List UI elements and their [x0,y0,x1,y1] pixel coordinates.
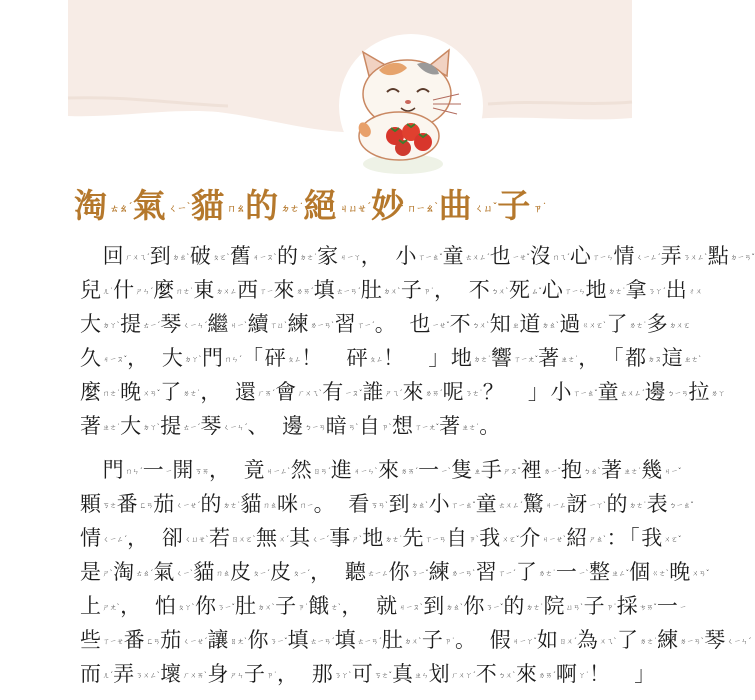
story-line: 上ㄕㄤˋ， 怕ㄆㄚˋ你ㄋㄧˇ肚ㄉㄨˋ子ㄗ˙餓ㄜˋ， 就ㄐㄧㄡˋ到ㄉㄠˋ你ㄋㄧˇ的ㄉㄜ˙院ㄩㄢˋ子ㄗ˙採ㄘㄞˇ一ㄧ [80,594,687,618]
story-line: 久ㄐㄧㄡˇ， 大ㄉㄚˋ門ㄇㄣˊ「砰ㄆㄥ！ 砰ㄆㄥ！ 」地ㄉㄜ˙響ㄒㄧㄤˇ著ㄓㄜ˙， 「都ㄉㄡ這ㄓㄜˋ [80,346,702,370]
story-line: 麼ㄇㄜ˙晚ㄨㄢˇ了ㄌㄜ˙， 還ㄏㄞˊ會ㄏㄨㄟˋ有ㄧㄡˇ誰ㄕㄟˊ來ㄌㄞˊ呢ㄋㄜ˙？ 」小ㄒㄧㄠˇ童ㄊㄨㄥˊ邊ㄅㄧㄢ拉ㄌㄚ [80,380,725,404]
story-line: 著ㄓㄜ˙大ㄉㄚˋ提ㄊㄧˊ琴ㄑㄧㄣˊ、 邊ㄅㄧㄢ暗ㄢˋ自ㄗˋ想ㄒㄧㄤˇ著ㄓㄜ˙。 [80,414,502,438]
story-line: 些ㄒㄧㄝ番ㄈㄢ茄ㄑㄧㄝˊ讓ㄖㄤˋ你ㄋㄧˇ填ㄊㄧㄢˊ填ㄊㄧㄢˊ肚ㄉㄨˋ子ㄗ˙。 假ㄐㄧㄚˇ如ㄖㄨˊ為ㄨㄟˋ了ㄌㄜ˙練ㄌㄧㄢˋ琴ㄑㄧㄣˊ [80,628,752,652]
story-line: 回ㄏㄨㄟˊ到ㄉㄠˋ破ㄆㄛˋ舊ㄐㄧㄡˋ的ㄉㄜ˙家ㄐㄧㄚ， 小ㄒㄧㄠˇ童ㄊㄨㄥˊ也ㄧㄝˇ沒ㄇㄟˊ心ㄒㄧㄣ情ㄑㄧㄥˊ弄ㄋㄨㄥˋ點ㄉㄧㄢˇ [102,244,755,268]
story-title: 淘ㄊㄠˊ氣ㄑㄧˋ貓ㄇㄠ的ㄉㄜ˙絕ㄐㄩㄝˊ妙ㄇㄧㄠˋ曲ㄑㄩˇ子ㄗ˙ [74,186,547,225]
story-line: 情ㄑㄧㄥˊ， 卻ㄑㄩㄝˋ若ㄖㄨㄛˋ無ㄨˊ其ㄑㄧˊ事ㄕˋ地ㄉㄜ˙先ㄒㄧㄢ自ㄗˋ我ㄨㄛˇ介ㄐㄧㄝˋ紹ㄕㄠˋ：「我ㄨㄛˇ [80,526,682,550]
story-line: 大ㄉㄚˋ提ㄊㄧˊ琴ㄑㄧㄣˊ繼ㄐㄧˋ續ㄒㄩˋ練ㄌㄧㄢˋ習ㄒㄧˊ。 也ㄧㄝˇ不ㄅㄨˋ知ㄓ道ㄉㄠˋ過ㄍㄨㄛˋ了ㄌㄜ˙多ㄉㄨㄛ [80,312,691,336]
story-line: 而ㄦˊ弄ㄋㄨㄥˋ壞ㄏㄨㄞˋ身ㄕㄣ子ㄗ˙， 那ㄋㄚˋ可ㄎㄜˇ真ㄓㄣ划ㄏㄨㄚˊ不ㄅㄨˋ來ㄌㄞˊ啊ㄚ˙！ 」 [80,662,657,686]
story-line: 是ㄕˋ淘ㄊㄠˊ氣ㄑㄧˋ貓ㄇㄠ皮ㄆㄧˊ皮ㄆㄧˊ， 聽ㄊㄧㄥ你ㄋㄧˇ練ㄌㄧㄢˋ習ㄒㄧˊ了ㄌㄜ˙一ㄧˋ整ㄓㄥˇ個ㄍㄜˋ晚ㄨㄢˇ [80,560,710,584]
story-line: 兒ㄦ˙什ㄕㄣˊ麼ㄇㄜ˙東ㄉㄨㄥ西ㄒㄧ來ㄌㄞˊ填ㄊㄧㄢˊ肚ㄉㄨˋ子ㄗ˙， 不ㄅㄨˋ死ㄙˇ心ㄒㄧㄣ地ㄉㄜ˙拿ㄋㄚˊ出ㄔㄨ [80,278,703,302]
story-line: 顆ㄎㄜ番ㄈㄢ茄ㄑㄧㄝˊ的ㄉㄜ˙貓ㄇㄠ咪ㄇㄧ。 看ㄎㄢˋ到ㄉㄠˋ小ㄒㄧㄠˇ童ㄊㄨㄥˊ驚ㄐㄧㄥ訝ㄧㄚˋ的ㄉㄜ˙表ㄅㄧㄠˇ [80,492,694,516]
story-line: 門ㄇㄣˊ一ㄧ開ㄎㄞ， 竟ㄐㄧㄥˋ然ㄖㄢˊ進ㄐㄧㄣˋ來ㄌㄞˊ一ㄧˋ隻ㄓ手ㄕㄡˇ裡ㄌㄧˇ抱ㄅㄠˋ著ㄓㄜ˙幾ㄐㄧˇ [102,458,682,482]
